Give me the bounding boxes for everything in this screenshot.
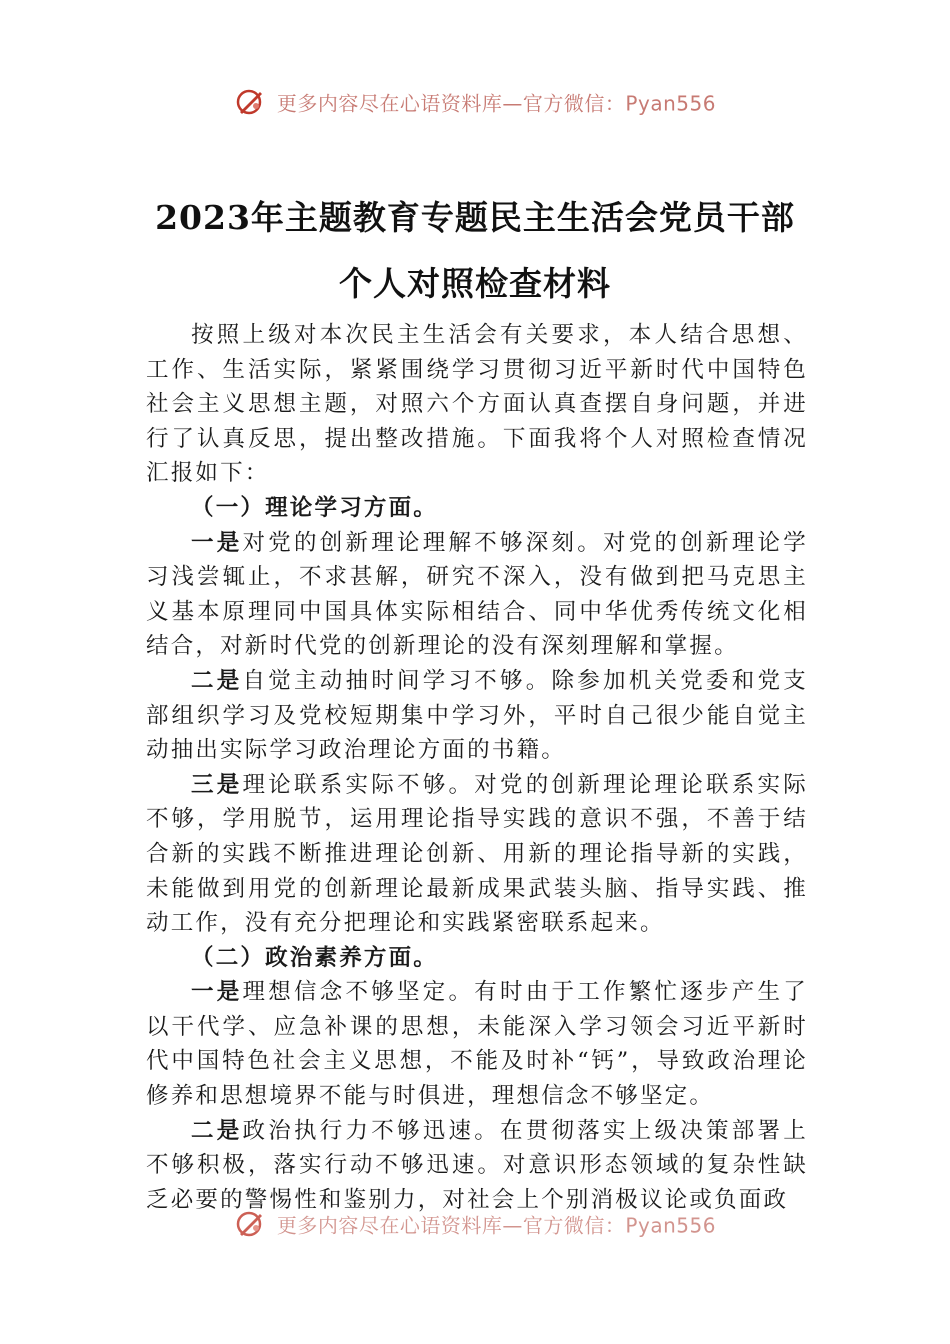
watermark-text: 更多内容尽在心语资料库—官方微信：Pyan556 — [276, 1213, 716, 1238]
paragraph-text: 理想信念不够坚定。有时由于工作繁忙逐步产生了以干代学、应急补课的思想，未能深入学习领会习近平新时代中国特色社会主义思想，不能及时补“钙”，导致政治理论修养和思想境界不能与时俱进，理想信念不够坚定。 — [146, 979, 808, 1110]
section-heading-theory: （一）理论学习方面。 — [191, 494, 439, 521]
pen-logo-icon — [234, 1208, 266, 1240]
paragraph-text: 理论联系实际不够。对党的创新理论理论联系实际不够，学用脱节，运用理论指导实践的意识不强，不善于结合新的实践不断推进理论创新、用新的理论指导新的实践，未能做到用党的创新理论最新成果武装头脑、指导实践、推动工作，没有充分把理论和实践紧密联系起来。 — [146, 771, 808, 937]
paragraph-lead: 二是 — [191, 1117, 243, 1144]
watermark-header — [0, 86, 950, 118]
intro-paragraph: 按照上级对本次民主生活会有关要求，本人结合思想、工作、生活实际，紧紧围绕学习贯彻习近平新时代中国特色社会主义思想主题，对照六个方面认真查摆自身问题，并进行了认真反思，提出整改措施。下面我将个人对照检查情况汇报如下： — [146, 322, 808, 487]
paragraph — [146, 1114, 808, 1218]
section-heading-politics: （二）政治素养方面。 — [191, 944, 439, 971]
document-body — [146, 318, 808, 1217]
paragraph — [146, 975, 808, 1113]
paragraph — [146, 664, 808, 768]
watermark-text: 更多内容尽在心语资料库—官方微信：Pyan556 — [276, 91, 716, 116]
paragraph-lead: 二是 — [191, 667, 243, 694]
paragraph — [146, 768, 808, 941]
paragraph-lead: 一是 — [191, 979, 243, 1006]
paragraph-text: 自觉主动抽时间学习不够。除参加机关党委和党支部组织学习及党校短期集中学习外，平时自己很少能自觉主动抽出实际学习政治理论方面的书籍。 — [146, 667, 808, 764]
document-title-line1: 2023年主题教育专题民主生活会党员干部 — [155, 198, 795, 237]
watermark-footer — [0, 1208, 950, 1240]
paragraph-text: 对党的创新理论理解不够深刻。对党的创新理论学习浅尝辄止，不求甚解，研究不深入，没有做到把马克思主义基本原理同中国具体实际相结合、同中华优秀传统文化相结合，对新时代党的创新理论的没有深刻理解和掌握。 — [146, 529, 808, 660]
pen-logo-icon — [234, 86, 266, 118]
paragraph-lead: 一是 — [191, 529, 243, 556]
paragraph-text: 政治执行力不够迅速。在贯彻落实上级决策部署上不够积极，落实行动不够迅速。对意识形态领域的复杂性缺乏必要的警惕性和鉴别力，对社会上个别消极议论或负面政 — [146, 1117, 808, 1213]
document-title-line2: 个人对照检查材料 — [339, 264, 611, 303]
paragraph — [146, 526, 808, 664]
paragraph-lead: 三是 — [191, 771, 243, 798]
